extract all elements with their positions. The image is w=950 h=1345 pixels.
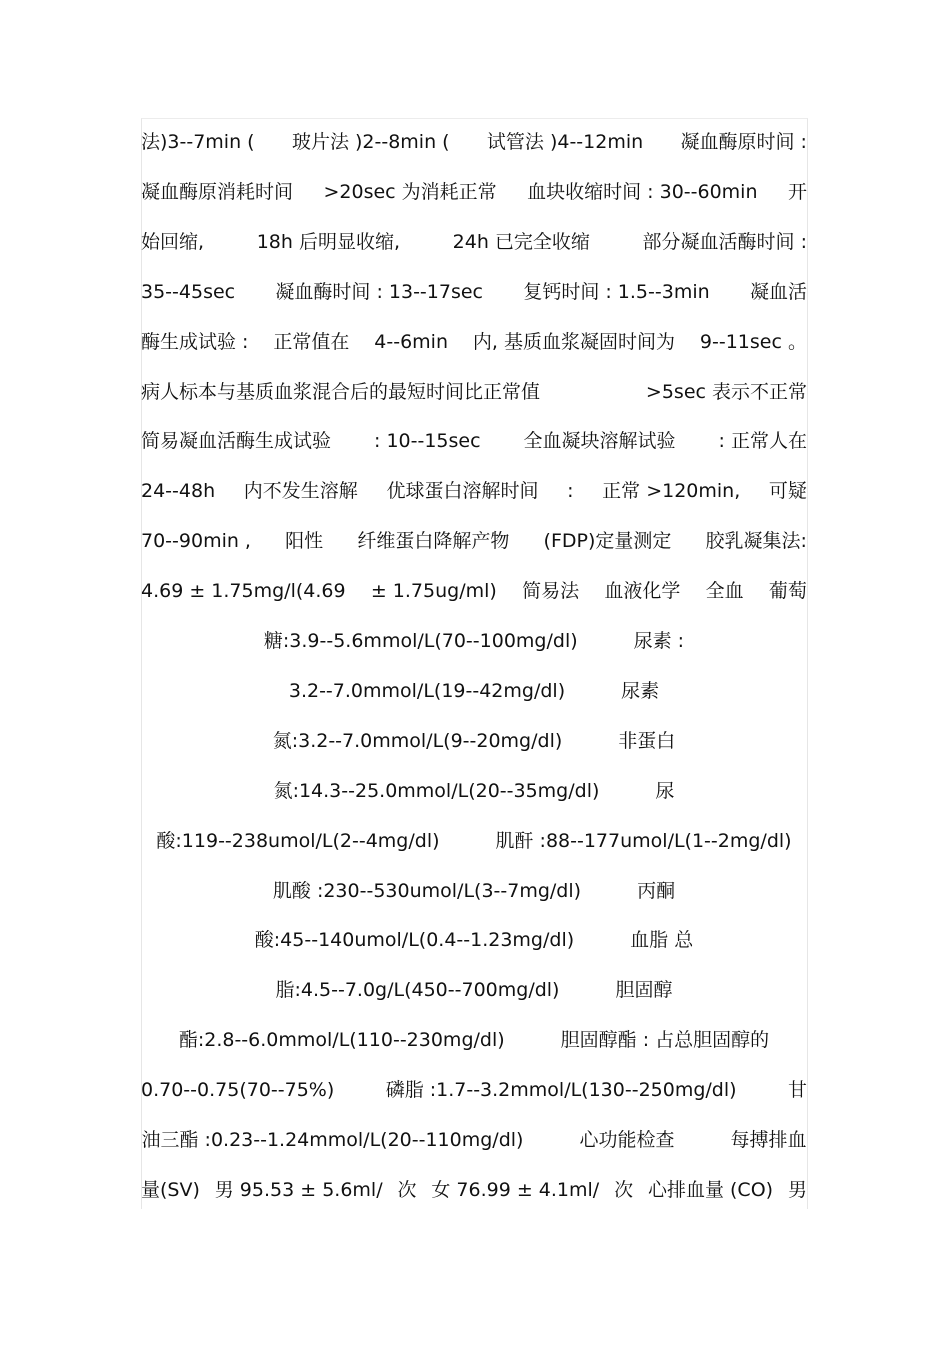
text-line [141,327,807,357]
text-line [141,925,807,955]
text-segment: (FDP)定量测定 [543,530,672,552]
text-segment: : 10--15sec [374,430,481,452]
text-segment: 肌酸 :230--530umol/L(3--7mg/dl) [272,880,582,902]
text-segment: 正常 >120min, [602,480,741,502]
text-segment: 心排血量 (CO) [647,1179,774,1201]
text-segment: 男 95.53 ± 5.6ml/ [214,1179,383,1201]
text-segment: 胆固醇酯 : 占总胆固醇的 [560,1029,770,1051]
text-segment: 70--90min , [141,530,251,552]
text-segment: 次 [614,1179,634,1201]
text-segment: 血块收缩时间 : 30--60min [527,181,758,203]
text-segment: 部分凝血活酶时间 : [642,231,807,253]
text-segment: 酸:119--238umol/L(2--4mg/dl) [156,830,440,852]
text-segment: 始回缩, [141,231,205,253]
text-segment: 内不发生溶解 [243,480,358,502]
text-line [141,1125,807,1155]
text-line [141,776,807,806]
text-segment: 9--11sec 。 [699,331,807,353]
text-segment: >5sec 表示不正常 [645,381,807,403]
text-segment: 尿 [655,780,675,802]
text-line [141,1075,807,1105]
text-line [141,476,807,506]
text-line [141,1175,807,1205]
text-line [141,576,807,606]
text-segment: 阳性 [285,530,324,552]
text-segment: 病人标本与基质血浆混合后的最短时间比正常值 [141,381,541,403]
text-segment: 纤维蛋白降解产物 [357,530,510,552]
text-segment: 肌酐 :88--177umol/L(1--2mg/dl) [495,830,792,852]
text-line [141,975,807,1005]
text-line [141,177,807,207]
text-segment: 脂:4.5--7.0g/L(450--700mg/dl) [275,979,560,1001]
text-line [141,377,807,407]
text-line [141,1025,807,1055]
text-line [141,876,807,906]
text-line [141,127,807,157]
text-segment: 正常值在 [273,331,350,353]
text-segment: 丙酮 [637,880,676,902]
text-segment: 开 [787,181,807,203]
text-segment: 0.70--0.75(70--75%) [141,1079,335,1101]
text-segment: 可疑 [768,480,807,502]
text-segment: 酸:45--140umol/L(0.4--1.23mg/dl) [254,929,575,951]
text-line [141,227,807,257]
text-segment: 非蛋白 [618,730,676,752]
text-segment: 4.69 ± 1.75mg/l(4.69 [141,580,346,602]
text-segment: 糖:3.9--5.6mmol/L(70--100mg/dl) [263,630,578,652]
text-segment: : [567,480,574,502]
text-segment: 酯:2.8--6.0mmol/L(110--230mg/dl) [178,1029,505,1051]
text-segment: : 正常人在 [718,430,807,452]
text-segment: 次 [397,1179,417,1201]
text-segment: 尿素 [621,680,660,702]
text-segment: >20sec 为消耗正常 [323,181,497,203]
text-line [141,826,807,856]
text-segment: 24h 已完全收缩 [452,231,590,253]
text-segment: 简易法 [522,580,580,602]
text-segment: 全血 [705,580,744,602]
text-segment: 氮:14.3--25.0mmol/L(20--35mg/dl) [273,780,600,802]
text-line [141,676,807,706]
text-segment: 法)3--7min ( [141,131,255,153]
text-segment: 女 76.99 ± 4.1ml/ [431,1179,600,1201]
text-segment: 油三酯 :0.23--1.24mmol/L(20--110mg/dl) [141,1129,524,1151]
text-segment: 氮:3.2--7.0mmol/L(9--20mg/dl) [272,730,563,752]
text-segment: 量(SV) [141,1179,200,1201]
text-segment: 心功能检查 [579,1129,675,1151]
text-segment: 玻片法 )2--8min ( [291,131,450,153]
text-segment: 3.2--7.0mmol/L(19--42mg/dl) [288,680,566,702]
text-segment: 胆固醇 [615,979,673,1001]
text-segment: 酶生成试验 : [141,331,249,353]
text-segment: 凝血酶原消耗时间 [141,181,294,203]
text-segment: 凝血酶时间 : 13--17sec [275,281,484,303]
text-line [141,526,807,556]
text-line [141,726,807,756]
text-segment: 凝血酶原时间 : [680,131,807,153]
text-segment: 尿素 : [633,630,685,652]
text-segment: 血液化学 [604,580,681,602]
text-line [141,626,807,656]
text-segment: ± 1.75ug/ml) [370,580,497,602]
text-segment: 简易凝血活酶生成试验 [141,430,332,452]
text-segment: 18h 后明显收缩, [256,231,400,253]
text-segment: 35--45sec [141,281,236,303]
text-segment: 甘 [787,1079,807,1101]
text-segment: 葡萄 [768,580,807,602]
text-segment: 胶乳凝集法: [705,530,807,552]
text-segment: 试管法 )4--12min [486,131,644,153]
text-segment: 24--48h [141,480,216,502]
text-segment: 内, 基质血浆凝固时间为 [472,331,675,353]
text-segment: 每搏排血 [730,1129,807,1151]
text-segment: 复钙时间 : 1.5--3min [523,281,710,303]
text-segment: 磷脂 :1.7--3.2mmol/L(130--250mg/dl) [385,1079,737,1101]
text-line [141,426,807,456]
text-segment: 男 [787,1179,807,1201]
text-segment: 4--6min [374,331,448,353]
text-segment: 凝血活 [749,281,807,303]
text-line [141,277,807,307]
text-segment: 血脂 总 [630,929,694,951]
text-segment: 全血凝块溶解试验 [523,430,676,452]
text-segment: 优球蛋白溶解时间 [386,480,539,502]
